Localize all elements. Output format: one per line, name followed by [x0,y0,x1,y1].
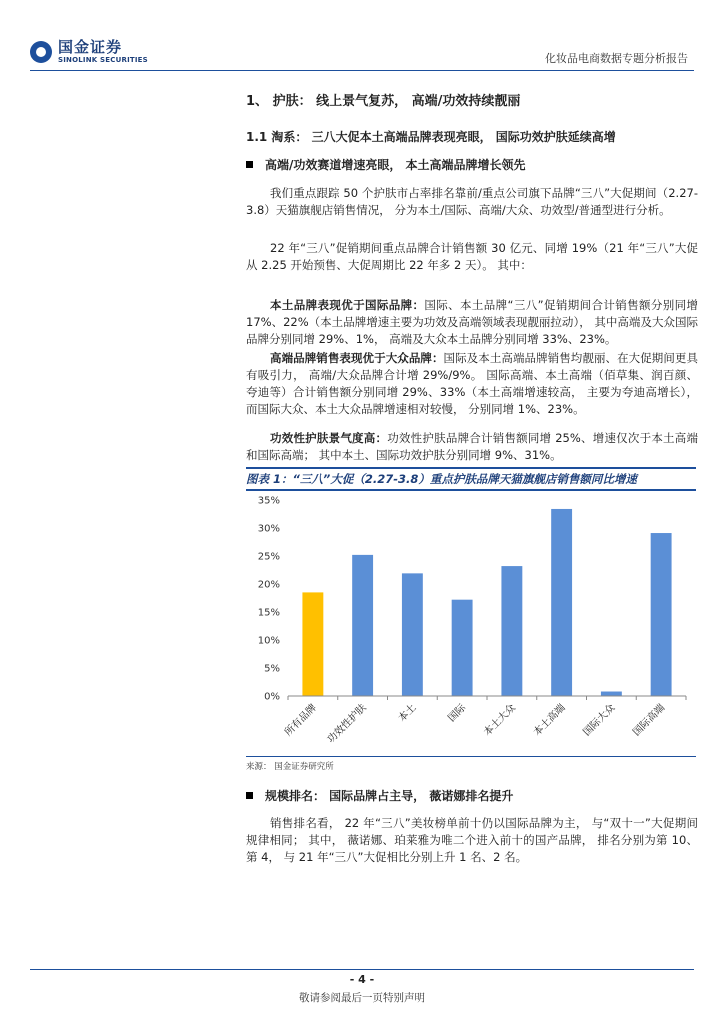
y-tick-label: 5% [264,663,280,675]
x-tick-label: 所有品牌 [282,702,319,739]
page-header [0,0,724,72]
paragraph-1: 我们重点跟踪 50 个护肤市占率排名靠前/重点公司旗下品牌“三八”大促期间（2.27-3.8）天猫旗舰店销售情况， 分为本土/国际、高端/大众、功效型/普通型进行分析。 [246,186,698,217]
report-title: 化妆品电商数据专题分析报告 [545,52,688,65]
bar [551,509,572,696]
paragraph-3-body: 国际、本土品牌“三八”促销期间合计销售额分别同增 17%、22%（本土品牌增速主要为功效及高端领域表现靓丽拉动）， 其中高端及大众国际品牌分别同增 29%、1%， 高端及大众本土品牌分别同增 33%、23%。 [246,298,698,346]
x-tick-label: 本土 [396,702,419,725]
x-tick-label: 功效性护肤 [325,702,369,746]
bar [302,592,323,696]
bar [402,573,423,696]
square-bullet-icon [246,161,253,168]
section-heading: 1、 护肤： 线上景气复苏， 高端/功效持续靓丽 [246,94,521,109]
bullet-heading-2-text: 规模排名： 国际品牌占主导， 薇诺娜排名提升 [265,789,514,803]
page-number: - 4 - [349,973,375,986]
paragraph-5-lead: 功效性护肤景气度高： [270,431,388,445]
source-divider [246,756,696,757]
logo-icon [30,41,52,63]
y-axis [258,496,280,703]
x-axis [282,696,686,745]
x-tick-label: 本土大众 [481,702,518,739]
bar [501,566,522,696]
bar-chart [246,492,696,754]
figure-source: 来源： 国金证券研究所 [246,762,334,772]
bullet-heading-1 [246,156,526,173]
y-tick-label: 0% [264,691,280,703]
bullet-heading-1-text: 高端/功效赛道增速亮眼， 本土高端品牌增长领先 [265,158,526,172]
footer-disclaimer: 敬请参阅最后一页特别声明 [299,992,425,1004]
y-tick-label: 10% [257,635,280,647]
x-tick-label: 国际高端 [631,702,668,739]
paragraph-5 [246,430,698,464]
logo-cn: 国金证券 [58,38,123,56]
y-tick-label: 30% [257,523,280,535]
paragraph-2: 22 年“三八”促销期间重点品牌合计销售额 30 亿元、同增 19%（21 年“三八”大促从 2.25 开始预售、大促周期比 22 年多 2 天）。 其中： [246,241,698,272]
paragraph-4-body: 国际及本土高端品牌销售均靓丽、在大促期间更具有吸引力， 高端/大众品牌合计增 29%/9%。 国际高端、本土高端（佰草集、润百颜、夸迪等）合计销售额分别同增 29%、33%（本土高端增速较高， 主要为夸迪高增长）， 而国际大众、本土大众品牌增速相对较慢， 分别同增 1%、23%。 [246,351,699,416]
bar [352,555,373,696]
bar [651,533,672,696]
paragraph-3 [246,297,698,348]
y-tick-label: 35% [257,495,280,507]
company-logo [30,40,148,64]
x-tick-label: 国际大众 [581,702,618,739]
bar [452,600,473,696]
bar [601,692,622,696]
paragraph-5-body: 功效性护肤品牌合计销售额同增 25%、增速仅次于本土高端和国际高端； 其中本土、国际功效护肤分别同增 9%、31%。 [246,431,699,462]
paragraph-3-lead: 本土品牌表现优于国际品牌： [270,298,425,312]
bullet-heading-2 [246,787,513,804]
x-tick-label: 国际 [446,702,469,725]
y-tick-label: 25% [257,551,280,563]
x-tick-label: 本土高端 [531,702,568,739]
paragraph-4-lead: 高端品牌销售表现优于大众品牌： [270,351,444,365]
paragraph-4 [246,350,698,418]
paragraph-6: 销售排名看， 22 年“三八”美妆榜单前十仍以国际品牌为主， 与“双十一”大促期间规律相同； 其中， 薇诺娜、珀莱雅为唯二个进入前十的国产品牌， 排名分别为第 10、第 4， 与 21 年“三八”大促相比分别上升 1 名、2 名。 [246,816,698,864]
y-tick-label: 20% [257,579,280,591]
figure-title: 图表 1：“三八”大促（2.27-3.8）重点护肤品牌天猫旗舰店销售额同比增速 [246,467,696,491]
square-bullet-icon [246,792,253,799]
bar-series [302,509,671,696]
header-divider [30,70,694,71]
logo-en: SINOLINK SECURITIES [58,56,148,64]
subsection-heading: 1.1 淘系： 三八大促本土高端品牌表现亮眼， 国际功效护肤延续高增 [246,130,616,144]
y-tick-label: 15% [257,607,280,619]
footer-divider [30,969,694,970]
